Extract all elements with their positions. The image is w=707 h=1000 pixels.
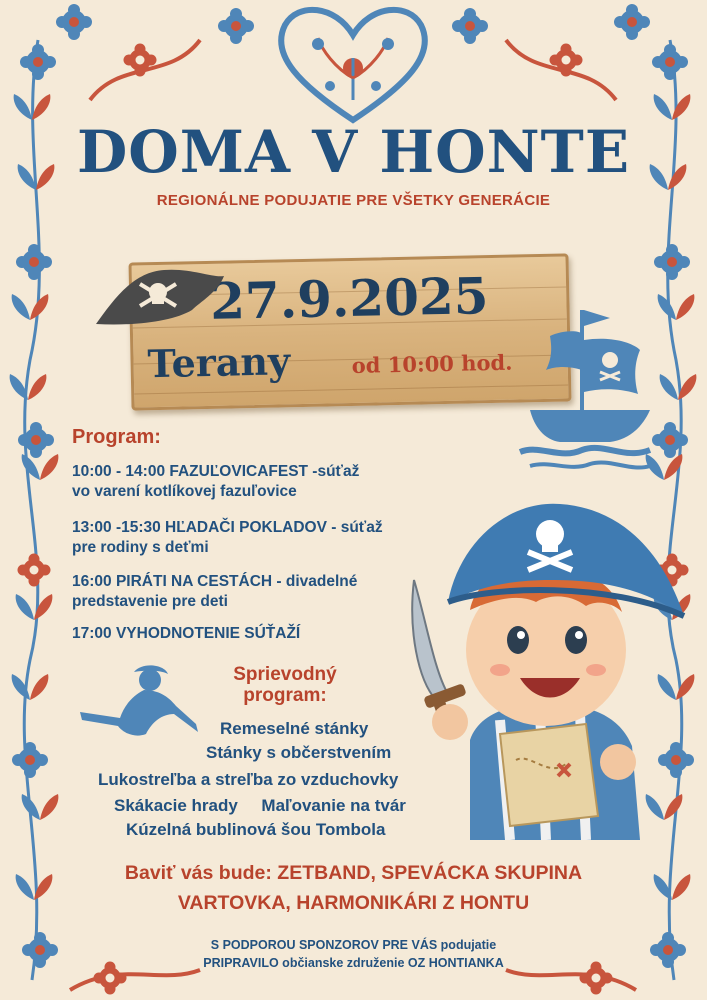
program-item: 10:00 - 14:00 FAZUĽOVICAFEST -súťaž vo varení kotlíkovej fazuľovice (72, 463, 360, 500)
secondary-program-item: Skákacie hrady Maľovanie na tvár (114, 796, 406, 815)
program-heading: Program: (72, 426, 161, 448)
event-subtitle: REGIONÁLNE PODUJATIE PRE VŠETKY GENERÁCIE (156, 192, 551, 209)
treasure-map-icon (500, 724, 598, 826)
event-title: DOMA V HONTE (76, 118, 631, 186)
secondary-program-heading: Sprievodný program: (233, 664, 337, 706)
event-date: 27.9.2025 (209, 266, 490, 331)
heart-ornament-icon (281, 10, 425, 120)
secondary-program-item: Kúzelná bublinová šou Tombola (126, 820, 386, 839)
program-item: 13:00 -15:30 HĽADAČI POKLADOV - súťaž pre rodiny s deťmi (72, 519, 383, 556)
program-item: 16:00 PIRÁTI NA CESTÁCH - divadelné predstavenie pre deti (72, 573, 358, 610)
program-item: 17:00 VYHODNOTENIE SÚŤAŽÍ (72, 625, 301, 642)
entertainment-text: Baviť vás bude: ZETBAND, SPEVÁCKA SKUPINA VARTOVKA, HARMONIKÁRI Z HONTU (124, 862, 583, 914)
pirate-hat-icon (92, 262, 227, 332)
event-place: Terany (147, 338, 291, 387)
running-pirate-silhouette-icon (72, 662, 202, 742)
secondary-program-item: Remeselné stánky (220, 719, 369, 738)
pirate-boy-icon (400, 490, 690, 840)
sponsor-text: S PODPOROU SPONZOROV PRE VÁS podujatie PRIPRAVILO občianske združenie OZ HONTIANKA (203, 938, 504, 970)
event-time: od 10:00 hod. (351, 349, 513, 378)
secondary-program-item: Stánky s občerstvením (206, 743, 392, 762)
secondary-program-item: Lukostreľba a streľba zo vzduchovky (98, 770, 399, 789)
pirate-ship-icon (510, 300, 660, 480)
